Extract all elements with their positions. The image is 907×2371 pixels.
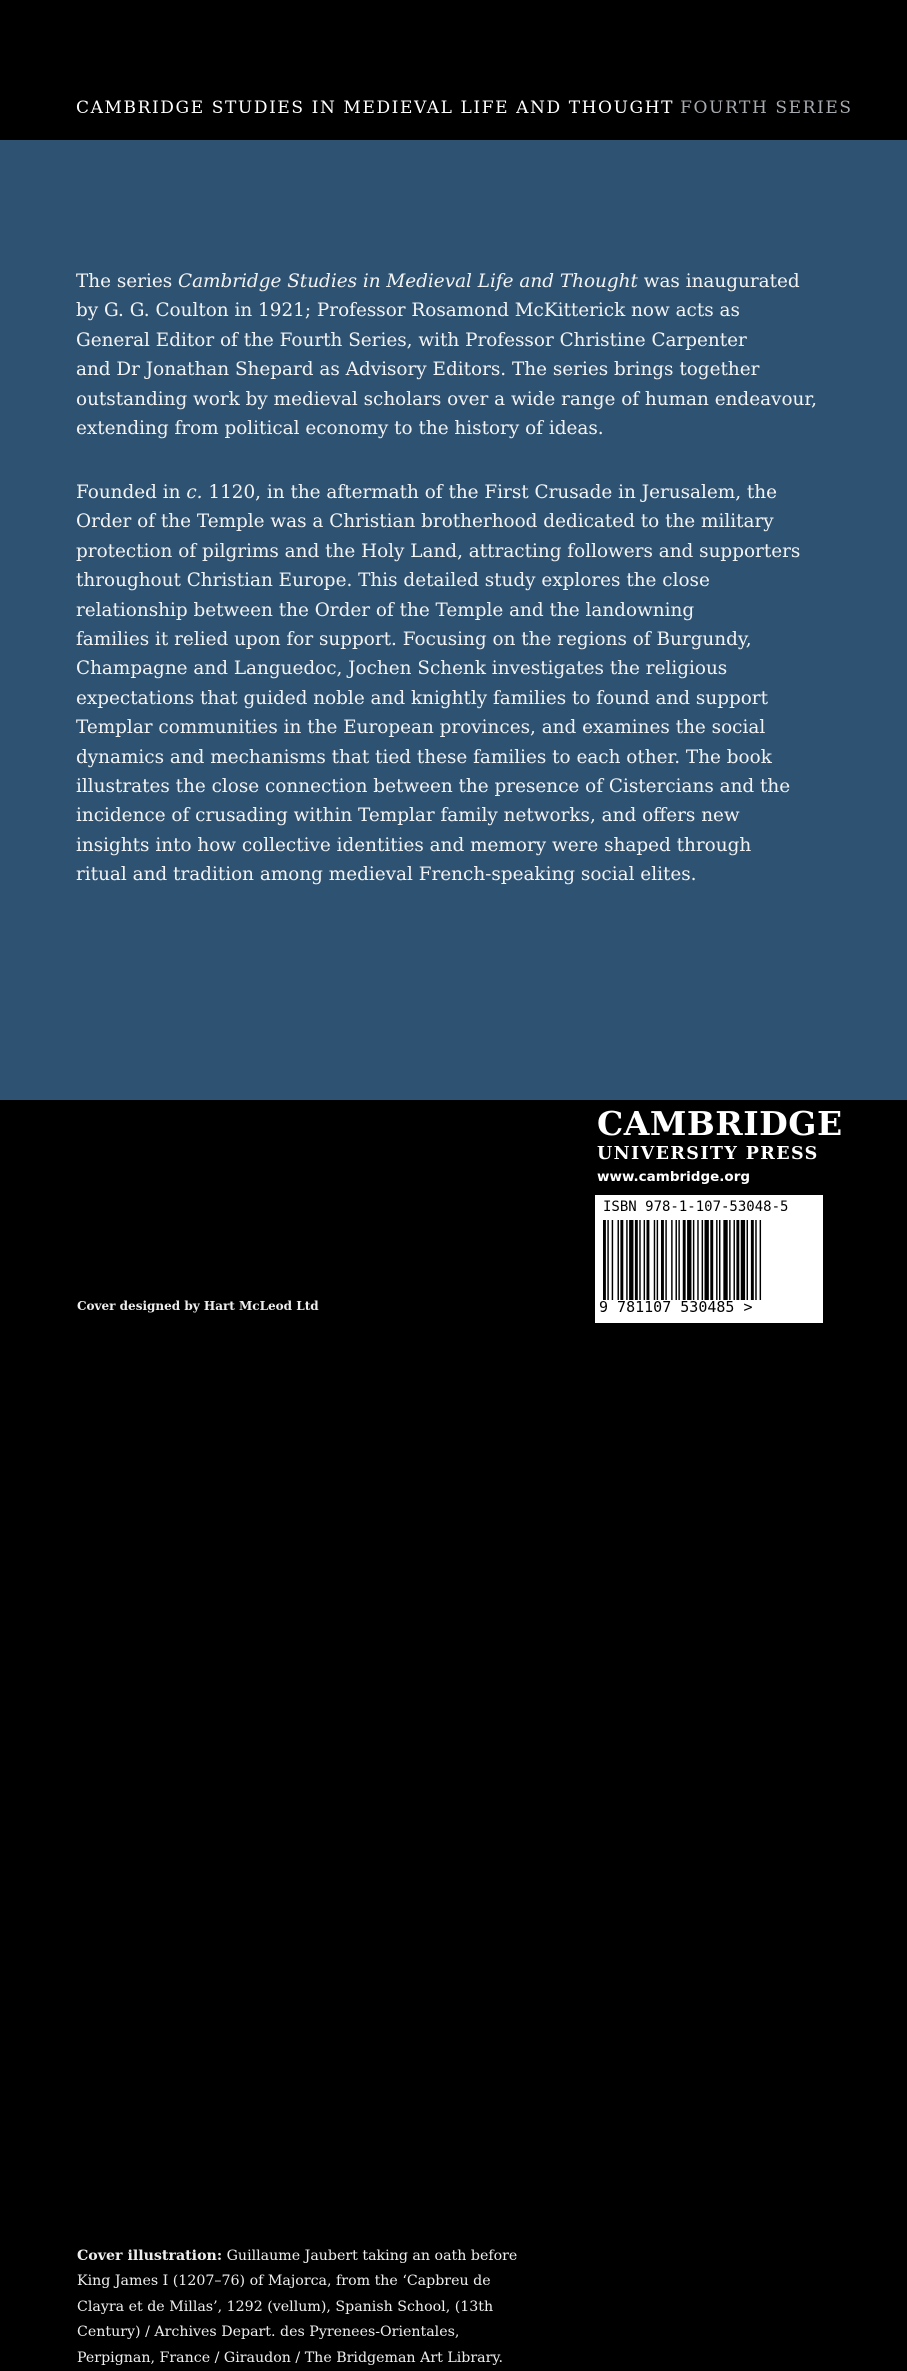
barcode-bar	[747, 1220, 748, 1300]
series-description-paragraph	[76, 267, 846, 443]
blurb-text: illustrates the close connection between the presence of Cistercians and the	[76, 776, 791, 798]
barcode-bar	[719, 1220, 720, 1300]
blurb-text: The series	[76, 271, 179, 292]
barcode-bar	[734, 1220, 735, 1300]
barcode-bars	[603, 1220, 813, 1300]
caption-line: Perpignan, France / Giraudon / The Bridgeman Art Library.	[77, 2349, 504, 2366]
barcode-bar	[629, 1220, 633, 1300]
publisher-press: UNIVERSITY PRESS	[597, 1144, 819, 1164]
blurb-text: Templar communities in the European provinces, and examines the social	[76, 717, 766, 739]
book-description-paragraph	[76, 478, 846, 890]
blurb-line	[76, 478, 846, 507]
blurb-text: expectations that guided noble and knightly families to found and support	[76, 687, 768, 709]
blurb-text: relationship between the Order of the Temple and the landowning	[76, 599, 695, 621]
blurb-italic-text: c.	[186, 482, 203, 503]
blurb-text: and Dr Jonathan Shepard as Advisory Editors. The series brings together	[76, 359, 760, 381]
barcode-bar	[612, 1220, 613, 1300]
barcode-bar	[620, 1220, 623, 1300]
barcode-bar	[697, 1220, 698, 1300]
blurb-text: was inaugurated	[637, 271, 800, 292]
barcode-bar	[693, 1220, 694, 1300]
caption-line: Century) / Archives Depart. des Pyrenees-Orientales,	[77, 2324, 460, 2341]
barcode-bar	[760, 1220, 761, 1300]
blurb-text: General Editor of the Fourth Series, with Professor Christine Carpenter	[76, 329, 747, 351]
blurb-line	[76, 684, 846, 713]
caption-label: Cover illustration:	[77, 2248, 223, 2264]
barcode-bar	[683, 1220, 686, 1300]
blurb-text: protection of pilgrims and the Holy Land, attracting followers and supporters	[76, 540, 801, 562]
barcode-bar	[723, 1220, 727, 1300]
barcode-bar	[635, 1220, 638, 1300]
blurb-line	[76, 654, 846, 683]
blurb-text: outstanding work by medieval scholars over a wide range of human endeavour,	[76, 388, 817, 410]
barcode-bar	[741, 1220, 745, 1300]
blurb-line	[76, 772, 846, 801]
isbn-label: ISBN 978-1-107-53048-5	[603, 1199, 789, 1215]
blurb-line	[76, 267, 846, 296]
barcode-bar	[607, 1220, 608, 1300]
barcode-bar	[671, 1220, 672, 1300]
barcode-bar	[716, 1220, 717, 1300]
blurb-line	[76, 625, 846, 654]
blurb-text: Champagne and Languedoc, Jochen Schenk investigates the religious	[76, 658, 728, 680]
blurb-line	[76, 326, 846, 355]
blurb-italic-text: Cambridge Studies in Medieval Life and Thought	[178, 271, 638, 292]
blurb-text: Order of the Temple was a Christian brotherhood dedicated to the military	[76, 511, 774, 533]
blurb-line	[76, 713, 846, 742]
blurb-line	[76, 860, 846, 889]
publisher-website: www.cambridge.org	[597, 1169, 751, 1185]
blurb-line	[76, 355, 846, 384]
caption-text: Guillaume Jaubert taking an oath before	[222, 2248, 518, 2264]
blurb-text: Founded in	[76, 482, 187, 503]
caption-line: King James I (1207–76) of Majorca, from the ‘Capbreu de	[77, 2273, 491, 2290]
blurb-line	[76, 596, 846, 625]
isbn-barcode	[595, 1195, 823, 1323]
blurb-text: extending from political economy to the history of ideas.	[76, 418, 604, 440]
barcode-bar	[702, 1220, 703, 1300]
blurb-text: incidence of crusading within Templar family networks, and offers new	[76, 805, 740, 827]
barcode-bar	[710, 1220, 713, 1300]
barcode-bar	[729, 1220, 730, 1300]
blurb-line	[76, 385, 846, 414]
publisher-logo	[597, 1104, 843, 1188]
barcode-bar	[755, 1220, 756, 1300]
blurb-line	[76, 743, 846, 772]
barcode-bar	[661, 1220, 664, 1300]
barcode-bar	[736, 1220, 739, 1300]
blurb-text: families it relied upon for support. Focusing on the regions of Burgundy,	[76, 629, 752, 651]
barcode-bar	[705, 1220, 709, 1300]
blurb-text: throughout Christian Europe. This detailed study explores the close	[76, 570, 710, 592]
caption-line: Clayra et de Millas’, 1292 (vellum), Spanish School, (13th	[77, 2298, 494, 2315]
blurb-text: by G. G. Coulton in 1921; Professor Rosamond McKitterick now acts as	[76, 300, 740, 322]
barcode-bar	[665, 1220, 666, 1300]
blurb-line	[76, 537, 846, 566]
blurb-line	[76, 507, 846, 536]
series-number: FOURTH SERIES	[680, 98, 853, 118]
blurb-text: dynamics and mechanisms that tied these families to each other. The book	[76, 746, 772, 768]
barcode-bar	[687, 1220, 691, 1300]
blurb-text: insights into how collective identities and memory were shaped through	[76, 834, 752, 856]
blurb-line	[76, 801, 846, 830]
blurb-text: ritual and tradition among medieval French-speaking social elites.	[76, 864, 697, 886]
barcode-bar	[603, 1220, 606, 1300]
barcode-bar	[647, 1220, 650, 1300]
caption-line	[77, 2244, 517, 2269]
barcode-bar	[678, 1220, 679, 1300]
barcode-bar	[644, 1220, 645, 1300]
barcode-digits: 9 781107 530485 >	[599, 1298, 753, 1316]
blurb-text: 1120, in the aftermath of the First Crusade in Jerusalem, the	[202, 482, 778, 503]
cover-designer-credit: Cover designed by Hart McLeod Ltd	[77, 1299, 319, 1313]
blurb-line	[76, 296, 846, 325]
series-header	[76, 98, 876, 118]
blurb-line	[76, 831, 846, 860]
top-band	[0, 0, 907, 140]
series-title: CAMBRIDGE STUDIES IN MEDIEVAL LIFE AND THOUGHT	[76, 98, 675, 118]
barcode-bar	[676, 1220, 677, 1300]
publisher-name: CAMBRIDGE	[597, 1104, 843, 1143]
cover-illustration-caption	[77, 2244, 517, 2371]
blurb-line	[76, 414, 846, 443]
barcode-bar	[618, 1220, 619, 1300]
barcode-bar	[751, 1220, 754, 1300]
barcode-bar	[639, 1220, 640, 1300]
blurb-line	[76, 566, 846, 595]
barcode-bar	[657, 1220, 658, 1300]
barcode-bar	[626, 1220, 627, 1300]
barcode-bar	[654, 1220, 655, 1300]
